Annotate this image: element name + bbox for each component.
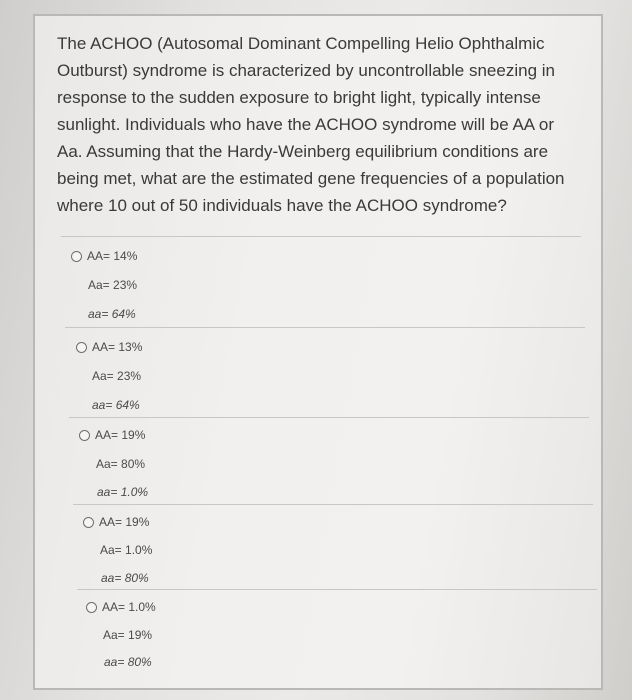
divider xyxy=(73,504,593,505)
option-aa-recessive: aa= 64% xyxy=(92,398,140,412)
divider xyxy=(77,589,597,590)
option-aa-dominant: AA= 13% xyxy=(92,340,143,354)
option-aa-hetero: Aa= 19% xyxy=(103,628,153,642)
question-line: Outburst) syndrome is characterized by uncontrollable sneezing in xyxy=(57,61,555,80)
question-line: being met, what are the estimated gene frequencies of a population xyxy=(57,169,565,188)
question-line: Aa. Assuming that the Hardy-Weinberg equilibrium conditions are xyxy=(57,142,549,161)
radio-button[interactable] xyxy=(79,430,90,441)
question-line: response to the sudden exposure to bright light, typically intense xyxy=(57,88,541,107)
option-aa-recessive: aa= 80% xyxy=(101,571,149,585)
option-aa-recessive: aa= 1.0% xyxy=(97,485,149,499)
divider xyxy=(65,327,585,328)
question-text xyxy=(57,30,587,219)
option-aa-dominant: AA= 14% xyxy=(87,249,138,263)
option-aa-hetero: Aa= 23% xyxy=(88,278,138,292)
radio-button[interactable] xyxy=(71,251,82,262)
radio-button[interactable] xyxy=(76,342,87,353)
question-card xyxy=(33,14,603,690)
option-aa-hetero: Aa= 23% xyxy=(92,369,142,383)
question-line: where 10 out of 50 individuals have the ACHOO syndrome? xyxy=(57,196,507,215)
option-aa-dominant: AA= 19% xyxy=(95,428,146,442)
divider xyxy=(69,417,589,418)
option-aa-hetero: Aa= 1.0% xyxy=(100,543,153,557)
divider xyxy=(61,236,581,237)
radio-button[interactable] xyxy=(86,602,97,613)
option-aa-hetero: Aa= 80% xyxy=(96,457,146,471)
option-aa-dominant: AA= 1.0% xyxy=(102,600,156,614)
question-line: sunlight. Individuals who have the ACHOO syndrome will be AA or xyxy=(57,115,555,134)
option-aa-recessive: aa= 64% xyxy=(88,307,136,321)
question-line: The ACHOO (Autosomal Dominant Compelling Helio Ophthalmic xyxy=(57,34,545,53)
option-aa-dominant: AA= 19% xyxy=(99,515,150,529)
radio-button[interactable] xyxy=(83,517,94,528)
option-aa-recessive: aa= 80% xyxy=(104,655,152,669)
